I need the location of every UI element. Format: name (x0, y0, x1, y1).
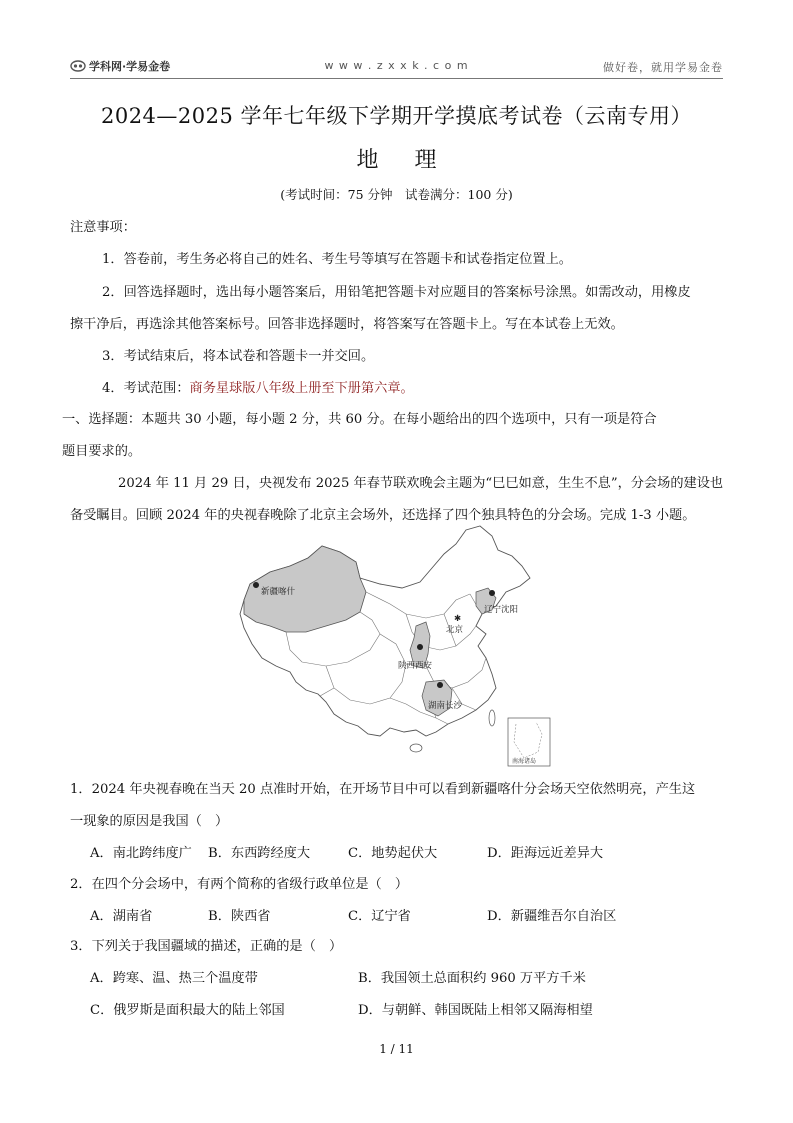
exam-info: (考试时间：75 分钟 试卷满分：100 分) (280, 187, 513, 202)
q1-option-b: B．东西跨经度大 (208, 846, 311, 861)
q1-option-d: D．距海远近差异大 (487, 846, 604, 861)
note-4 (102, 377, 414, 396)
china-map (230, 522, 560, 770)
note-2-line1: 2．回答选择题时，选出每小题答案后，用铅笔把答题卡对应题目的答案标号涂黑。如需改动，用橡皮 (102, 285, 691, 300)
page-title: 2024—2025 学年七年级下学期开学摸底考试卷（云南专用） (100, 104, 693, 128)
passage-line2: 备受瞩目。回顾 2024 年的央视春晚除了北京主会场外，还选择了四个独具特色的分会场。完成 1-3 小题。 (70, 508, 696, 523)
logo-text: 学科网·学易金卷 (89, 60, 171, 73)
label-hunan: 湖南长沙 (428, 701, 463, 711)
page-header (70, 56, 723, 79)
note-3: 3．考试结束后，将本试卷和答题卡一并交回。 (102, 349, 375, 364)
q2-option-b: B．陕西省 (208, 909, 271, 924)
section-heading-line1: 一、选择题：本题共 30 小题，每小题 2 分，共 60 分。在每小题给出的四个选项中，只有一项是符合 (62, 412, 657, 427)
label-xinjiang: 新疆喀什 (261, 587, 296, 597)
q2-option-a: A．湖南省 (90, 909, 153, 924)
inset-label: 南海诸岛 (512, 758, 537, 765)
page-number: 1 / 11 (379, 1042, 414, 1056)
header-url: w w w . z x x k . c o m (324, 59, 469, 72)
q1-option-c: C．地势起伏大 (348, 846, 438, 861)
q3-option-b: B．我国领土总面积约 960 万平方千米 (358, 971, 586, 986)
star-icon: ✱ (454, 614, 462, 624)
passage-line1: 2024 年 11 月 29 日，央视发布 2025 年春节联欢晚会主题为“巳巳如意，生生不息”，分会场的建设也 (118, 476, 724, 491)
label-shaanxi: 陕西西安 (398, 661, 433, 671)
taiwan-island (489, 710, 495, 726)
q3-stem: 3．下列关于我国疆域的描述，正确的是（ ） (70, 939, 343, 954)
hainan-island (410, 744, 422, 752)
notes-heading: 注意事项： (70, 220, 136, 235)
subject-title (0, 143, 793, 174)
q3-option-a: A．跨寒、温、热三个温度带 (90, 971, 258, 986)
q1-stem-line1: 1．2024 年央视春晚在当天 20 点准时开始，在开场节目中可以看到新疆喀什分会场天空依然明亮，产生这 (70, 782, 696, 797)
q2-option-d: D．新疆维吾尔自治区 (487, 909, 617, 924)
label-beijing: 北京 (446, 625, 464, 635)
subject-char-1: 地 (356, 148, 379, 173)
note-2-line2: 擦干净后，再选涂其他答案标号。回答非选择题时，将答案写在答题卡上。写在本试卷上无效。 (70, 317, 624, 332)
q1-stem-line2: 一现象的原因是我国（ ） (70, 814, 229, 829)
q3-option-c: C．俄罗斯是面积最大的陆上邻国 (90, 1003, 285, 1018)
exam-range: 商务星球版八年级上册至下册第六章。 (189, 381, 414, 396)
q2-stem: 2．在四个分会场中，有两个简称的省级行政单位是（ ） (70, 877, 409, 892)
subject-char-2: 理 (414, 148, 437, 173)
note-1: 1．答卷前，考生务必将自己的姓名、考生号等填写在答题卡和试卷指定位置上。 (102, 252, 572, 267)
q2-option-c: C．辽宁省 (348, 909, 411, 924)
header-slogan: 做好卷，就用学易金卷 (603, 61, 723, 74)
note-4-prefix: 4．考试范围： (102, 381, 190, 396)
q1-option-a: A．南北跨纬度广 (90, 846, 192, 861)
label-liaoning: 辽宁沈阳 (484, 605, 519, 615)
section-heading-line2: 题目要求的。 (62, 444, 142, 459)
q3-option-d: D．与朝鲜、韩国既陆上相邻又隔海相望 (358, 1003, 593, 1018)
